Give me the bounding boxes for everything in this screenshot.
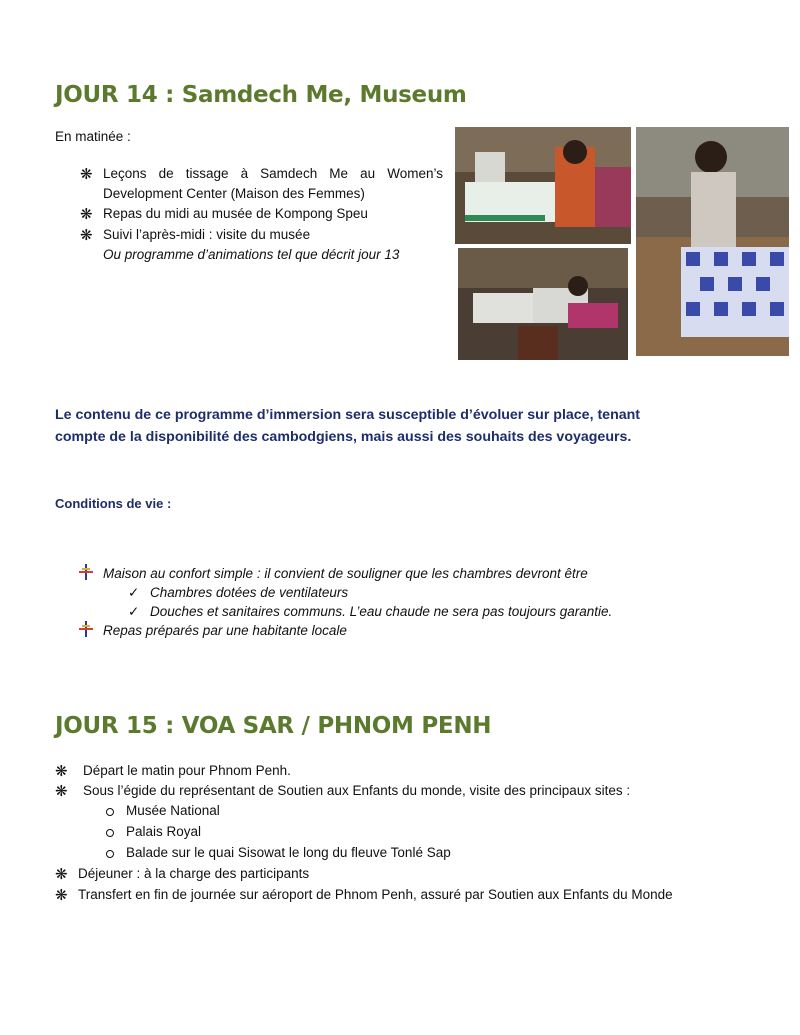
- asterisk-bullet-icon: ❋: [80, 227, 93, 244]
- asterisk-bullet-icon: ❋: [55, 887, 68, 904]
- day15-site-1: Musée National: [126, 803, 220, 818]
- weaving-photo-3: [458, 248, 628, 360]
- day15-item-4: Transfert en fin de journée sur aéroport de Phnom Penh, assuré par Soutien aux Enfants du Monde: [78, 887, 673, 902]
- check-icon: ✓: [128, 604, 140, 619]
- day14-item-3: Suivi l’après-midi : visite du musée: [103, 227, 311, 242]
- day14-intro: En matinée :: [55, 129, 131, 144]
- conditions-sub-1: Chambres dotées de ventilateurs: [150, 585, 349, 600]
- asterisk-bullet-icon: ❋: [55, 763, 68, 780]
- conditions-sub-2: Douches et sanitaires communs. L’eau chaude ne sera pas toujours garantie.: [150, 604, 613, 619]
- day15-site-2: Palais Royal: [126, 824, 202, 839]
- programme-notice: [55, 404, 755, 448]
- colored-cross-bullet-icon: [79, 621, 93, 642]
- day15-item-2: Sous l’égide du représentant de Soutien aux Enfants du monde, visite des principaux sites :: [83, 783, 631, 798]
- day14-item-1: Leçons de tissage à Samdech Me au Women’s: [103, 166, 443, 181]
- weaving-photo-1: [455, 127, 631, 244]
- asterisk-bullet-icon: ❋: [80, 206, 93, 223]
- weaving-photo-2: [636, 127, 789, 356]
- circle-bullet-icon: [106, 850, 114, 858]
- day14-item-2: Repas du midi au musée de Kompong Speu: [103, 206, 368, 221]
- asterisk-bullet-icon: ❋: [55, 783, 68, 800]
- day15-item-1: Départ le matin pour Phnom Penh.: [83, 763, 291, 778]
- day15-item-3: Déjeuner : à la charge des participants: [78, 866, 310, 881]
- notice-line-1: Le contenu de ce programme d’immersion sera susceptible d’évoluer sur place, tenant: [55, 407, 641, 423]
- day14-item-1-cont: Development Center (Maison des Femmes): [103, 186, 365, 201]
- asterisk-bullet-icon: ❋: [55, 866, 68, 883]
- day15-site-3: Balade sur le quai Sisowat le long du fleuve Tonlé Sap: [126, 845, 451, 860]
- notice-line-2: compte de la disponibilité des cambodgiens, mais aussi des souhaits des voyageurs.: [55, 429, 632, 445]
- colored-cross-bullet-icon: [79, 564, 93, 585]
- circle-bullet-icon: [106, 808, 114, 816]
- conditions-heading: Conditions de vie :: [55, 496, 172, 511]
- conditions-item-2: Repas préparés par une habitante locale: [103, 623, 347, 638]
- day15-title: JOUR 15 : VOA SAR / PHNOM PENH: [55, 713, 492, 739]
- conditions-item-1: Maison au confort simple : il convient de souligner que les chambres devront être: [103, 566, 588, 581]
- asterisk-bullet-icon: ❋: [80, 166, 93, 183]
- day14-item-3-note: Ou programme d’animations tel que décrit jour 13: [103, 247, 400, 262]
- check-icon: ✓: [128, 585, 140, 600]
- day14-title: JOUR 14 : Samdech Me, Museum: [55, 82, 467, 108]
- circle-bullet-icon: [106, 829, 114, 837]
